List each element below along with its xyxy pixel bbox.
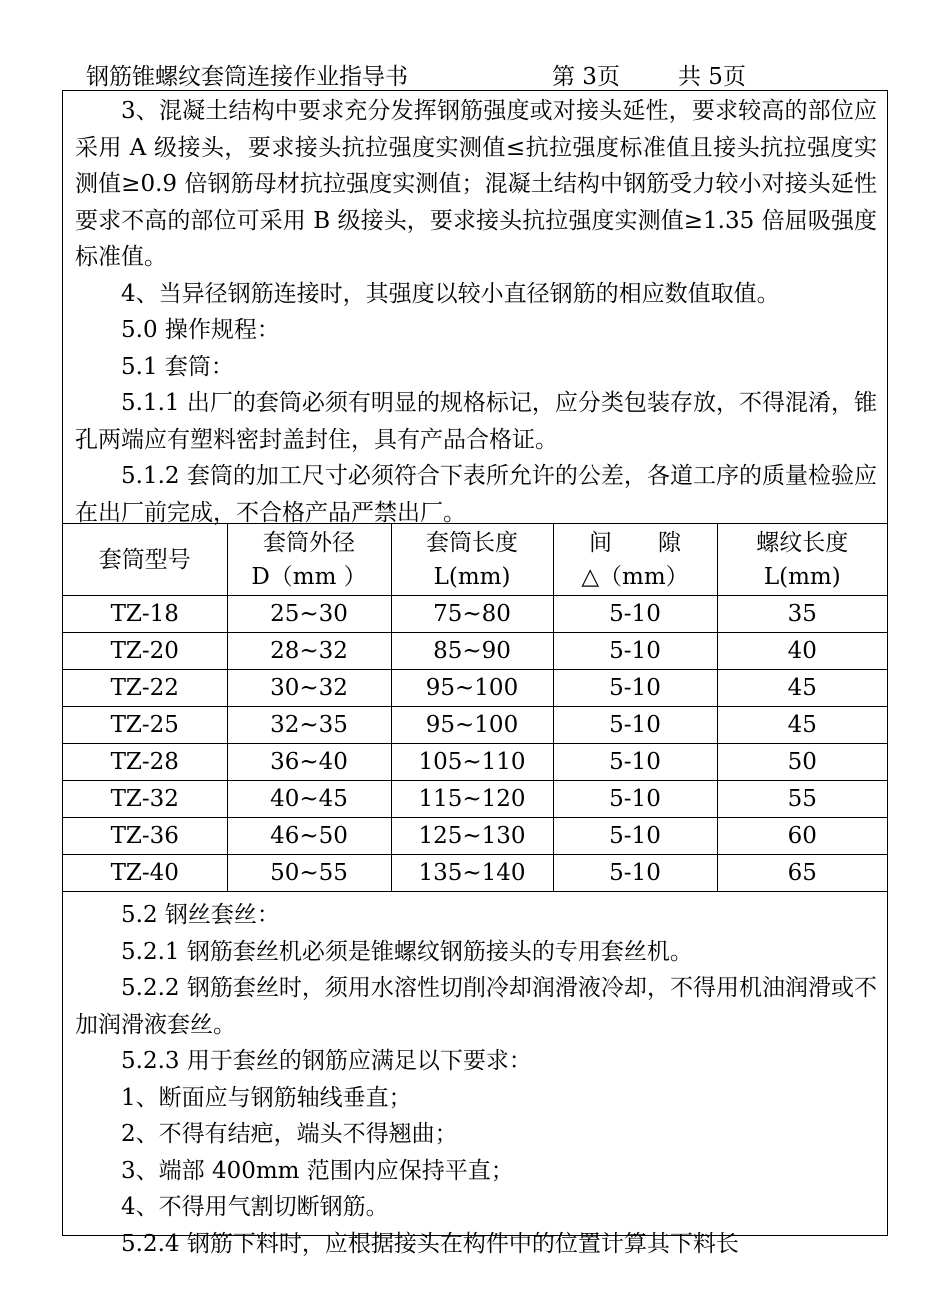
section-heading-5-1: 5.1 套筒： xyxy=(121,353,234,380)
cell-gap: 5-10 xyxy=(553,818,717,855)
text-block-top xyxy=(63,93,887,531)
cell-outer-diameter: 25~30 xyxy=(227,596,391,633)
cell-sleeve-length: 85~90 xyxy=(391,633,553,670)
requirement-item-1: 1、断面应与钢筋轴线垂直； xyxy=(121,1084,412,1111)
cell-gap: 5-10 xyxy=(553,633,717,670)
table-row xyxy=(63,707,887,744)
cell-outer-diameter: 50~55 xyxy=(227,855,391,892)
text-block-bottom xyxy=(63,897,887,1262)
cell-sleeve-length: 105~110 xyxy=(391,744,553,781)
page-total: 共 5页 xyxy=(678,64,746,90)
table-row xyxy=(63,818,887,855)
table-row xyxy=(63,855,887,892)
cell-thread-length: 40 xyxy=(717,633,887,670)
cell-gap: 5-10 xyxy=(553,855,717,892)
cell-outer-diameter: 40~45 xyxy=(227,781,391,818)
header-cell-outer-diameter: 套筒外径 D（mm ） xyxy=(227,524,391,596)
cell-sleeve-length: 95~100 xyxy=(391,707,553,744)
requirement-item-2: 2、不得有结疤，端头不得翘曲； xyxy=(121,1121,458,1147)
section-heading-5-2: 5.2 钢丝套丝： xyxy=(121,902,280,928)
paragraph-joint-grade: 3、混凝土结构中要求充分发挥钢筋强度或对接头延性，要求较高的部位应采用 A 级接头，要求接头抗拉强度实测值≤抗拉强度标准值且接头抗拉强度实测值≥0.9 倍钢筋母材抗拉强度实测值；混凝土结构中钢筋受力较小对接头延性要求不高的部位可采用 B 级接头，要求接头抗拉强度实测值≥1.35 倍屈吸强度标准值。 xyxy=(75,98,877,270)
cell-model: TZ-22 xyxy=(63,670,227,707)
cell-outer-diameter: 36~40 xyxy=(227,744,391,781)
cell-thread-length: 65 xyxy=(717,855,887,892)
cell-outer-diameter: 28~32 xyxy=(227,633,391,670)
cell-gap: 5-10 xyxy=(553,670,717,707)
paragraph-different-diameter: 4、当异径钢筋连接时，其强度以较小直径钢筋的相应数值取值。 xyxy=(121,280,780,307)
header-cell-model: 套筒型号 xyxy=(63,524,227,596)
cell-model: TZ-25 xyxy=(63,707,227,744)
cell-gap: 5-10 xyxy=(553,744,717,781)
paragraph-5-1-1: 5.1.1 出厂的套筒必须有明显的规格标记，应分类包装存放，不得混淆，锥孔两端应有塑料密封盖封住，具有产品合格证。 xyxy=(75,390,877,453)
table-row xyxy=(63,744,887,781)
cell-thread-length: 45 xyxy=(717,707,887,744)
cell-model: TZ-32 xyxy=(63,781,227,818)
cell-sleeve-length: 75~80 xyxy=(391,596,553,633)
cell-sleeve-length: 115~120 xyxy=(391,781,553,818)
cell-gap: 5-10 xyxy=(553,781,717,818)
cell-sleeve-length: 135~140 xyxy=(391,855,553,892)
cell-model: TZ-28 xyxy=(63,744,227,781)
header-cell-gap: 间 隙 △（mm） xyxy=(553,524,717,596)
sleeve-spec-table xyxy=(63,523,887,892)
page-header xyxy=(86,58,866,92)
paragraph-5-2-3: 5.2.3 用于套丝的钢筋应满足以下要求： xyxy=(121,1048,532,1074)
cell-model: TZ-36 xyxy=(63,818,227,855)
cell-model: TZ-20 xyxy=(63,633,227,670)
cell-sleeve-length: 125~130 xyxy=(391,818,553,855)
cell-thread-length: 60 xyxy=(717,818,887,855)
page-number: 第 3页 xyxy=(552,64,620,90)
cell-outer-diameter: 32~35 xyxy=(227,707,391,744)
requirement-item-3: 3、端部 400mm 范围内应保持平直； xyxy=(121,1157,514,1184)
cell-outer-diameter: 46~50 xyxy=(227,818,391,855)
document-title: 钢筋锥螺纹套筒连接作业指导书 xyxy=(86,64,408,90)
table-row xyxy=(63,670,887,707)
paragraph-5-2-1: 5.2.1 钢筋套丝机必须是锥螺纹钢筋接头的专用套丝机。 xyxy=(121,938,693,965)
table-row xyxy=(63,633,887,670)
paragraph-5-1-2: 5.1.2 套筒的加工尺寸必须符合下表所允许的公差，各道工序的质量检验应在出厂前完成，不合格产品严禁出厂。 xyxy=(75,463,877,526)
header-cell-sleeve-length: 套筒长度 L(mm) xyxy=(391,524,553,596)
cell-thread-length: 50 xyxy=(717,744,887,781)
requirement-item-4: 4、不得用气割切断钢筋。 xyxy=(121,1194,389,1220)
paragraph-5-2-2: 5.2.2 钢筋套丝时，须用水溶性切削冷却润滑液冷却，不得用机油润滑或不加润滑液套丝。 xyxy=(75,975,877,1038)
table-row xyxy=(63,596,887,633)
cell-sleeve-length: 95~100 xyxy=(391,670,553,707)
cell-model: TZ-18 xyxy=(63,596,227,633)
header-cell-thread-length: 螺纹长度 L(mm) xyxy=(717,524,887,596)
table-row xyxy=(63,781,887,818)
cell-thread-length: 35 xyxy=(717,596,887,633)
document-frame xyxy=(62,90,888,1257)
table-header-row xyxy=(63,524,887,596)
cell-model: TZ-40 xyxy=(63,855,227,892)
section-heading-5-0: 5.0 操作规程： xyxy=(121,317,280,343)
cell-outer-diameter: 30~32 xyxy=(227,670,391,707)
cell-gap: 5-10 xyxy=(553,707,717,744)
cell-thread-length: 55 xyxy=(717,781,887,818)
cell-thread-length: 45 xyxy=(717,670,887,707)
cell-gap: 5-10 xyxy=(553,596,717,633)
paragraph-5-2-4: 5.2.4 钢筋下料时，应根据接头在构件中的位置计算其下料长 xyxy=(121,1230,739,1257)
